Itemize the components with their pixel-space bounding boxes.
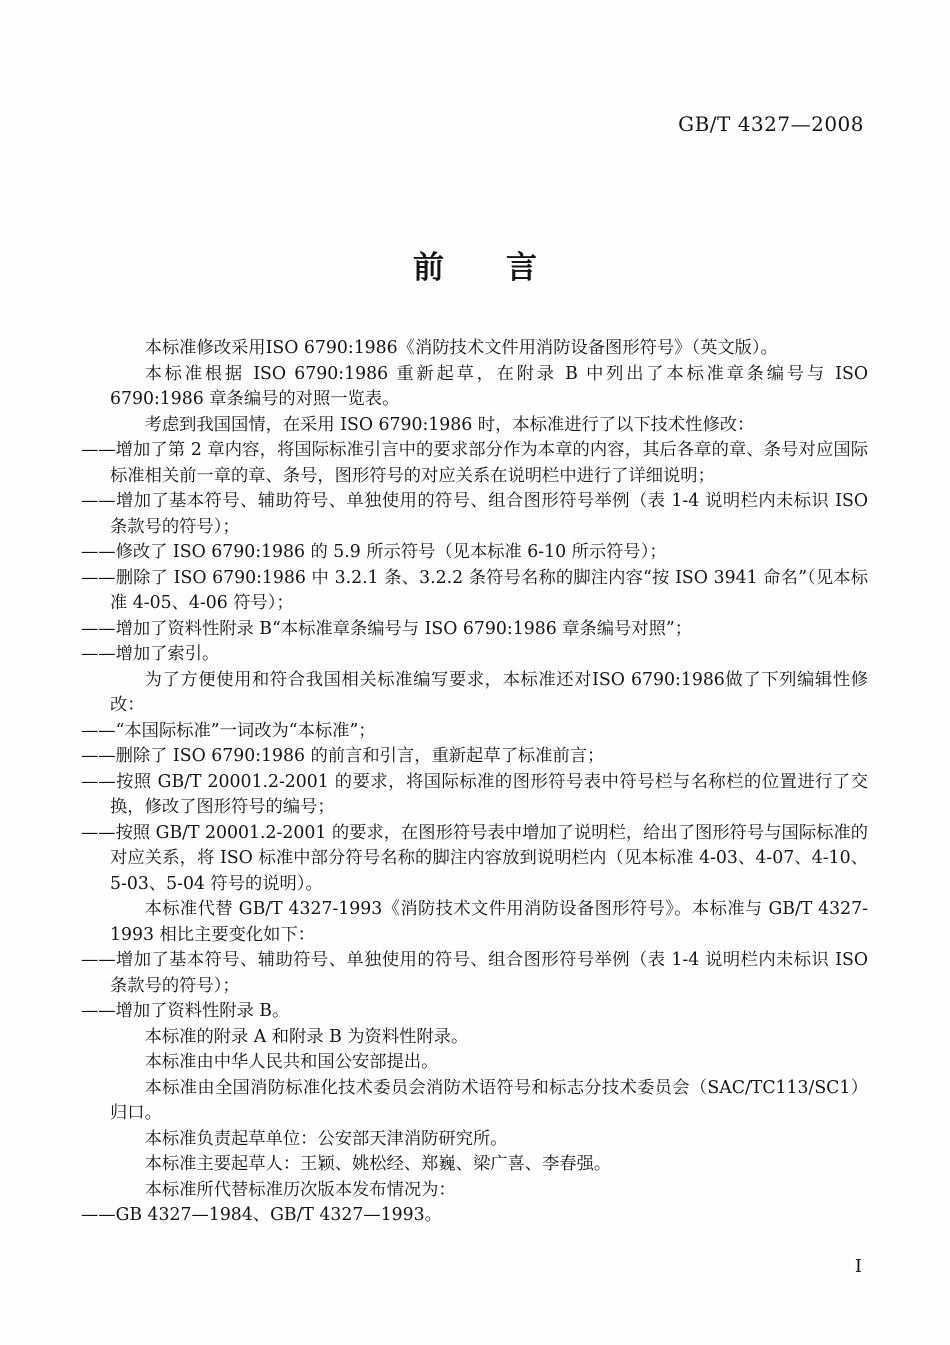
foreword-paragraph: 本标准负责起草单位：公安部天津消防研究所。 <box>144 1128 508 1149</box>
foreword-dash-item: ——增加了资料性附录 B。 <box>81 1001 290 1021</box>
foreword-dash-item: ——删除了 ISO 6790:1986 的前言和引言，重新起草了标准前言； <box>81 746 605 766</box>
foreword-dash-item: ——增加了第 2 章内容，将国际标准引言中的要求部分作为本章的内容，其后各章的章、条号对应国际标准相关前一章的章、条号，图形符号的对应关系在说明栏中进行了详细说明； <box>81 440 868 486</box>
foreword-paragraph: 本标准根据 ISO 6790:1986 重新起草，在附录 B 中列出了本标准章条编号与 ISO 6790:1986 章条编号的对照一览表。 <box>110 363 868 409</box>
foreword-body <box>81 336 868 1229</box>
foreword-paragraph: 本标准的附录 A 和附录 B 为资料性附录。 <box>144 1026 469 1047</box>
foreword-paragraph: 本标准修改采用ISO 6790:1986《消防技术文件用消防设备图形符号》（英文版）。 <box>144 338 778 358</box>
foreword-paragraph: 本标准所代替标准历次版本发布情况为： <box>144 1179 456 1200</box>
standard-code: GB/T 4327—2008 <box>678 112 864 136</box>
foreword-dash-item: ——按照 GB/T 20001.2-2001 的要求，在图形符号表中增加了说明栏，给出了图形符号与国际标准的对应关系，将 ISO 标准中部分符号名称的脚注内容放到说明栏内（见本标准 4-03、4-07、4-10、5-03、5-04 符号的说明）。 <box>81 822 868 894</box>
foreword-dash-item: ——增加了索引。 <box>81 644 220 664</box>
foreword-paragraph: 为了方便使用和符合我国相关标准编写要求，本标准还对ISO 6790:1986做了下列编辑性修改： <box>110 669 868 715</box>
foreword-dash-item: ——增加了基本符号、辅助符号、单独使用的符号、组合图形符号举例（表 1-4 说明栏内未标识 ISO 条款号的符号）； <box>81 950 868 996</box>
page-title: 前 言 <box>413 250 537 286</box>
foreword-dash-item: ——增加了资料性附录 B“本标准章条编号与 ISO 6790:1986 章条编号对照”； <box>81 618 692 639</box>
foreword-paragraph: 本标准由全国消防标准化技术委员会消防术语符号和标志分技术委员会（SAC/TC113/SC1）归口。 <box>110 1077 868 1123</box>
foreword-dash-item: ——增加了基本符号、辅助符号、单独使用的符号、组合图形符号举例（表 1-4 说明栏内未标识 ISO 条款号的符号）； <box>81 491 868 537</box>
foreword-paragraph: 本标准由中华人民共和国公安部提出。 <box>144 1052 439 1072</box>
foreword-dash-item: ——按照 GB/T 20001.2-2001 的要求，将国际标准的图形符号表中符号栏与名称栏的位置进行了交换，修改了图形符号的编号； <box>81 771 868 817</box>
foreword-paragraph: 考虑到我国国情，在采用 ISO 6790:1986 时，本标准进行了以下技术性修改： <box>144 414 755 435</box>
foreword-dash-item: ——修改了 ISO 6790:1986 的 5.9 所示符号（见本标准 6-10 所示符号）； <box>81 542 667 562</box>
foreword-paragraph: 本标准主要起草人：王颖、姚松经、郑巍、梁广喜、李春强。 <box>144 1154 612 1174</box>
foreword-dash-item: ——删除了 ISO 6790:1986 中 3.2.1 条、3.2.2 条符号名称的脚注内容“按 ISO 3941 命名”（见本标准 4-05、4-06 符号）； <box>81 567 868 613</box>
foreword-dash-item: ——“本国际标准”一词改为“本标准”； <box>81 720 376 741</box>
foreword-paragraph: 本标准代替 GB/T 4327-1993《消防技术文件用消防设备图形符号》。本标准与 GB/T 4327-1993 相比主要变化如下： <box>110 899 868 945</box>
foreword-dash-item: ——GB 4327—1984、GB/T 4327—1993。 <box>81 1205 442 1225</box>
page-number: I <box>854 1256 862 1277</box>
